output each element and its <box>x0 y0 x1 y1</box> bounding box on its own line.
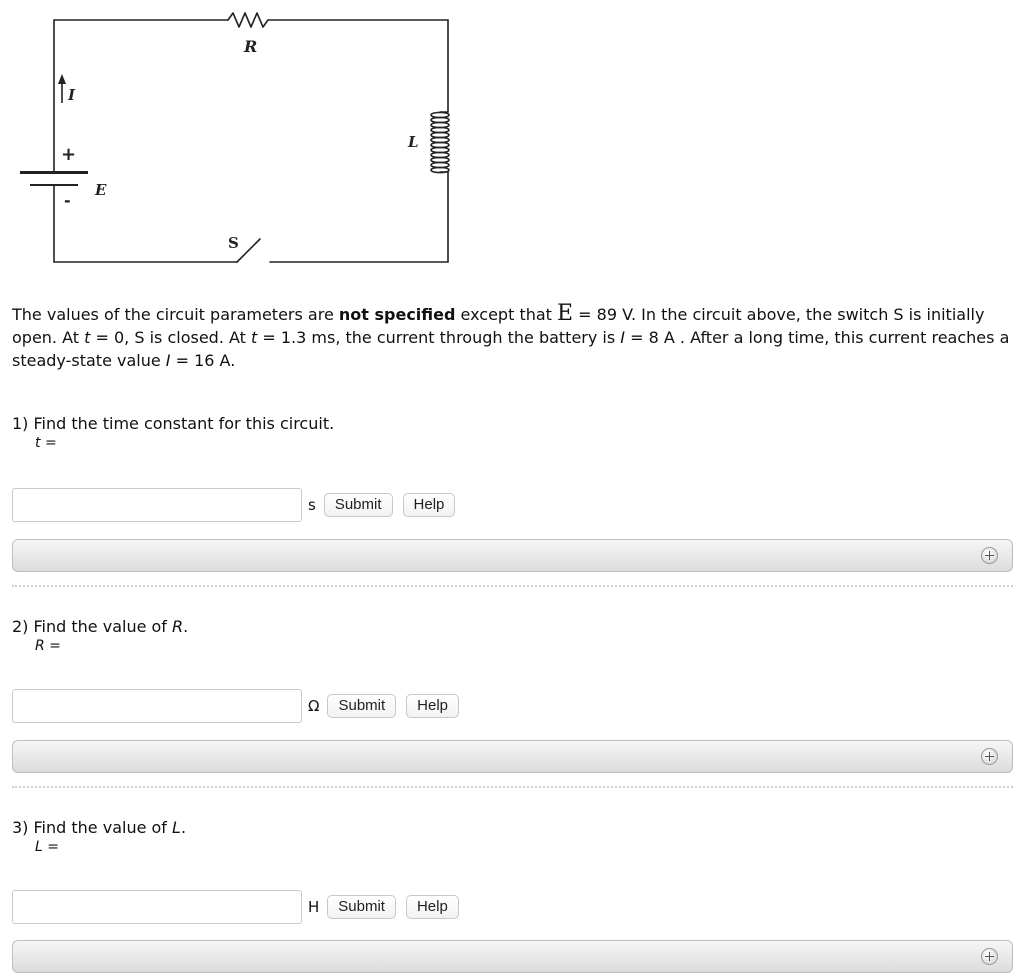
current-arrow-icon <box>58 74 66 103</box>
question-1-hint-bar[interactable] <box>12 539 1013 572</box>
question-3-hint-bar[interactable] <box>12 940 1013 973</box>
expand-plus-icon[interactable] <box>981 948 998 965</box>
emf-label: E <box>95 181 107 199</box>
question-2-separator <box>12 786 1013 788</box>
current-label: I <box>68 86 76 104</box>
inductor-symbol <box>431 112 449 172</box>
question-3 <box>12 818 1012 916</box>
expand-plus-icon[interactable] <box>981 748 998 765</box>
question-1-variable: t = <box>35 435 57 451</box>
question-3-answer-input[interactable] <box>12 890 302 924</box>
plus-sign-label: + <box>61 144 77 165</box>
question-2 <box>12 617 1012 715</box>
question-1-unit: s <box>308 496 316 514</box>
circuit-diagram <box>0 0 520 280</box>
question-1-answer-input[interactable] <box>12 488 302 522</box>
question-2-hint-bar[interactable] <box>12 740 1013 773</box>
minus-sign-label: - <box>64 191 71 210</box>
question-2-answer-row <box>12 689 469 723</box>
question-2-unit: Ω <box>308 697 320 715</box>
switch-blade <box>237 239 260 262</box>
question-2-submit-button[interactable]: Submit <box>327 694 396 718</box>
resistor-label: R <box>244 37 258 56</box>
question-1-prompt: 1) Find the time constant for this circuit. <box>12 414 335 433</box>
question-3-submit-button[interactable]: Submit <box>327 895 396 919</box>
question-3-answer-row <box>12 890 469 924</box>
question-1-answer-row <box>12 488 465 522</box>
question-1-submit-button[interactable]: Submit <box>324 493 393 517</box>
not-specified-emphasis: not specified <box>338 305 456 324</box>
switch-label: S <box>228 234 239 252</box>
inductor-label: L <box>408 133 419 151</box>
problem-statement: The values of the circuit parameters are not specified except that E = 89 V. In the circuit above, the switch S is initially open. At t = 0, S is closed. At t = 1.3 ms, the current through the battery is I = 8 A . After a long time, this current reaches a steady-state value I = 16 A. <box>12 301 1010 370</box>
expand-plus-icon[interactable] <box>981 547 998 564</box>
question-3-help-button[interactable]: Help <box>406 895 459 919</box>
question-3-prompt: 3) Find the value of L. <box>12 818 187 837</box>
question-1 <box>12 414 1012 514</box>
question-3-unit: H <box>308 898 320 916</box>
emf-symbol: E <box>557 301 574 326</box>
question-2-help-button[interactable]: Help <box>406 694 459 718</box>
question-2-answer-input[interactable] <box>12 689 302 723</box>
resistor-symbol <box>228 13 268 27</box>
battery-symbol <box>20 171 88 186</box>
question-2-prompt: 2) Find the value of R. <box>12 617 189 636</box>
question-2-variable: R = <box>35 638 61 654</box>
question-3-variable: L = <box>35 839 59 855</box>
question-1-separator <box>12 585 1013 587</box>
question-1-help-button[interactable]: Help <box>403 493 456 517</box>
